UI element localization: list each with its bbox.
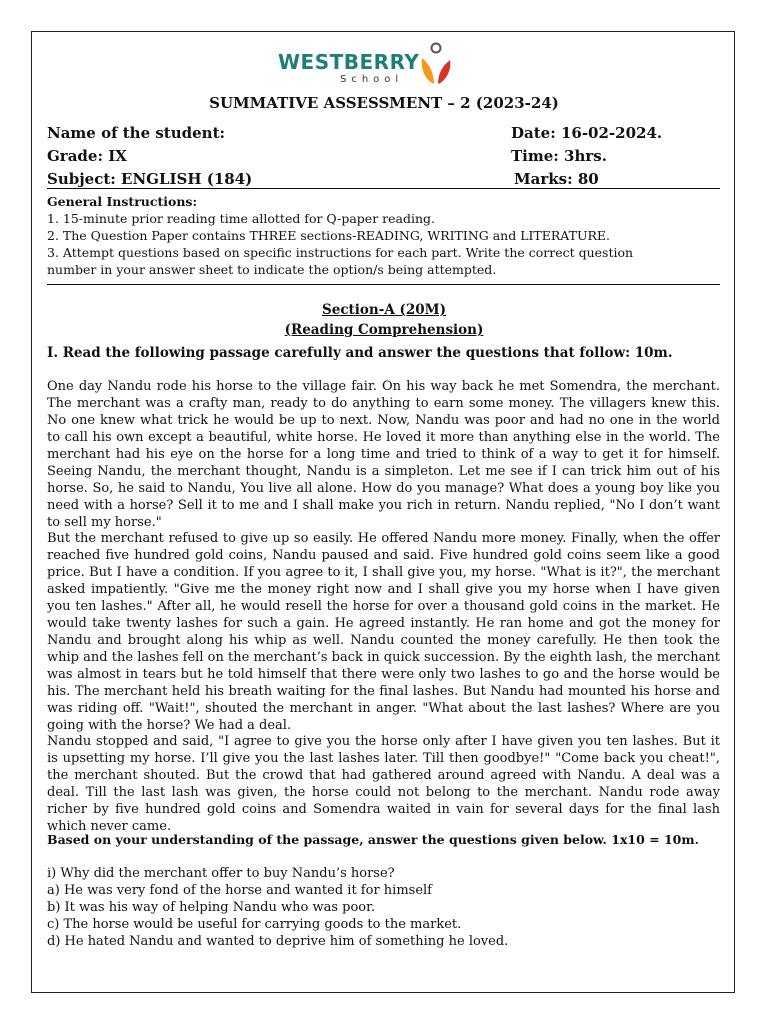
exam-title: SUMMATIVE ASSESSMENT – 2 (2023-24) bbox=[209, 94, 559, 112]
option-b: b) It was his way of helping Nandu who was poor. bbox=[47, 900, 376, 915]
passage-paragraph: Nandu stopped and said, "I agree to give you the horse only after I have given you ten lashes. But it is upsetting my horse. I’ll give you the last lashes later. Till then goodbye!" "Come back you cheat!", the merchant shouted. But the crowd that had gathered around agreed with Nandu. A deal was a deal. Till the last lash was given, the horse could not belong to the merchant. Nandu rode away richer by five hundred gold coins and Somendra waited in vain for several days for the final lash which never came. bbox=[47, 734, 720, 834]
logo-wordmark: WESTBERRY bbox=[278, 50, 420, 74]
header-divider bbox=[47, 188, 720, 189]
exam-time: Time: 3hrs. bbox=[511, 147, 607, 165]
student-name-label: Name of the student: bbox=[47, 124, 226, 142]
total-marks: Marks: 80 bbox=[514, 170, 599, 188]
section-title bbox=[0, 302, 768, 318]
instruction-item: 1. 15-minute prior reading time allotted for Q-paper reading. bbox=[47, 211, 435, 226]
general-instructions-heading: General Instructions: bbox=[47, 194, 198, 209]
question-heading: I. Read the following passage carefully and answer the questions that follow: 10m. bbox=[47, 345, 673, 361]
logo-leaf-icon bbox=[418, 42, 454, 88]
logo-subtext: School bbox=[340, 74, 404, 85]
exam-date: Date: 16-02-2024. bbox=[511, 124, 663, 142]
school-logo bbox=[278, 42, 458, 88]
instructions-divider bbox=[47, 284, 720, 285]
answer-instruction: Based on your understanding of the passage, answer the questions given below. 1x10 = 10m. bbox=[47, 832, 699, 847]
instruction-item: 3. Attempt questions based on specific instructions for each part. Write the correct question bbox=[47, 245, 634, 260]
section-subtitle-text: (Reading Comprehension) bbox=[284, 322, 484, 338]
option-d: d) He hated Nandu and wanted to deprive him of something he loved. bbox=[47, 934, 509, 949]
instruction-item: number in your answer sheet to indicate the option/s being attempted. bbox=[47, 262, 497, 277]
option-c: c) The horse would be useful for carrying goods to the market. bbox=[47, 917, 462, 932]
grade: Grade: IX bbox=[47, 147, 127, 165]
section-title-text: Section-A (20M) bbox=[321, 302, 447, 318]
subject: Subject: ENGLISH (184) bbox=[47, 170, 253, 188]
option-a: a) He was very fond of the horse and wanted it for himself bbox=[47, 883, 432, 898]
section-subtitle bbox=[0, 322, 768, 338]
passage-paragraph: One day Nandu rode his horse to the village fair. On his way back he met Somendra, the merchant. The merchant was a crafty man, ready to do anything to earn some money. The villagers knew this. No one knew what trick he would be up to next. Now, Nandu was poor and had no one in the world to call his own except a beautiful, white horse. He loved it more than anything else in the world. The merchant had his eye on the horse for a long time and tried to think of a way to get it for himself. Seeing Nandu, the merchant thought, Nandu is a simpleton. Let me see if I can trick him out of his horse. So, he said to Nandu, You live all alone. How do you manage? What does a young boy like you need with a horse? Sell it to me and I shall make you rich in return. Nandu replied, "No I don’t want to sell my horse." bbox=[47, 379, 720, 530]
question-stem: i) Why did the merchant offer to buy Nandu’s horse? bbox=[47, 866, 395, 881]
instruction-item: 2. The Question Paper contains THREE sections-READING, WRITING and LITERATURE. bbox=[47, 228, 611, 243]
passage-paragraph: But the merchant refused to give up so easily. He offered Nandu more money. Finally, when the offer reached five hundred gold coins, Nandu paused and said. Five hundred gold coins seem like a good price. But I have a condition. If you agree to it, I shall give you, my horse. "What is it?", the merchant asked impatiently. "Give me the money right now and I shall give you my horse when I have given you ten lashes." After all, he would resell the horse for over a thousand gold coins in the market. He would take twenty lashes for such a gain. He agreed instantly. He ran home and got the money for Nandu and brought along his whip as well. Nandu counted the money carefully. He then took the whip and the lashes fell on the merchant’s back in quick succession. By the eighth lash, the merchant was almost in tears but he told himself that there were only two lashes to go and the horse would be his. The merchant held his breath waiting for the final lashes. But Nandu had mounted his horse and was riding off. "Wait!", shouted the merchant in anger. "What about the last lashes? Where are you going with the horse? We had a deal. bbox=[47, 531, 720, 733]
